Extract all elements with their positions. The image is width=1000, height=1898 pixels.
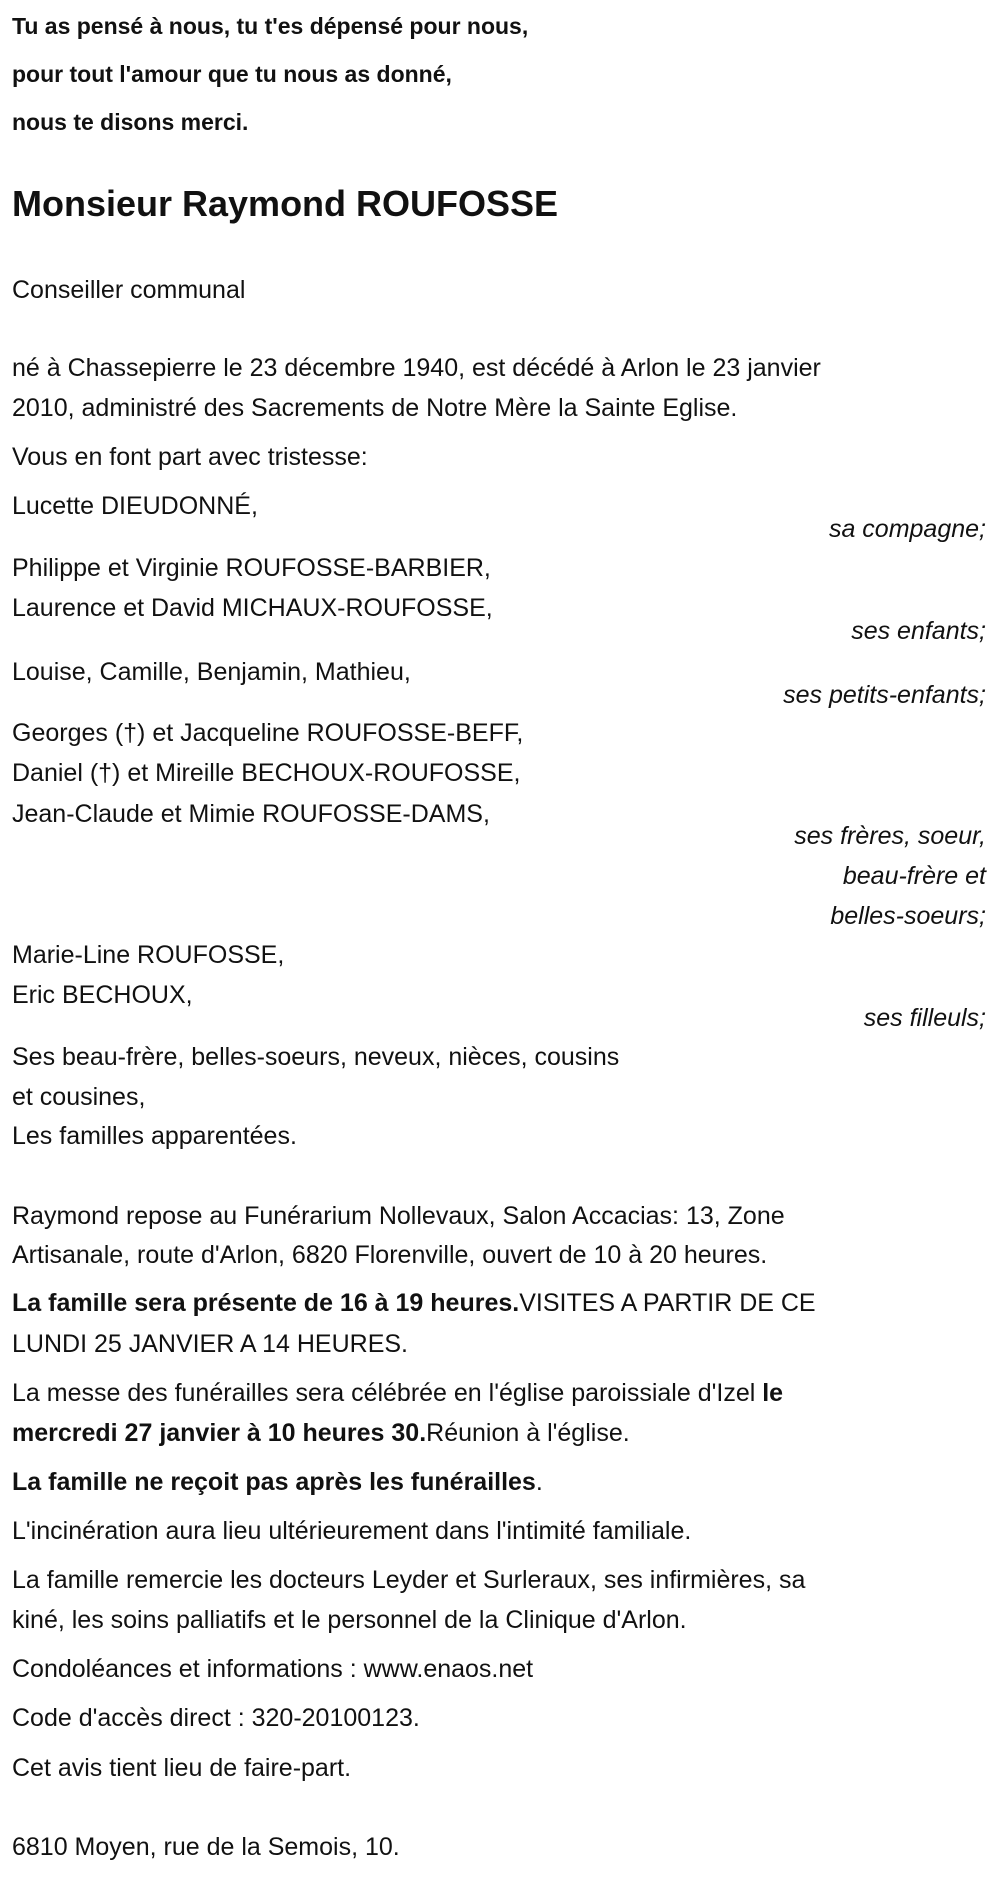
cremation: L'incinération aura lieu ultérieurement dans l'intimité familiale. — [12, 1517, 692, 1545]
mass-bold: le — [762, 1379, 784, 1407]
no-reception-bold: La famille ne reçoit pas après les funérailles — [12, 1468, 536, 1496]
mass-line — [12, 1376, 783, 1410]
no-reception — [12, 1465, 543, 1499]
function: Conseiller communal — [12, 276, 246, 304]
siblings-relation: beau-frère et — [842, 862, 986, 890]
condolences: Condoléances et informations : www.enaos.net — [12, 1655, 534, 1683]
visits-text: VISITES A PARTIR DE CE — [519, 1289, 816, 1317]
grandchildren-names: Louise, Camille, Benjamin, Mathieu, — [12, 658, 411, 686]
godchild-name: Marie-Line ROUFOSSE, — [12, 941, 285, 969]
siblings-relation: ses frères, soeur, — [794, 822, 986, 850]
intro-line: pour tout l'amour que tu nous as donné, — [12, 61, 452, 87]
visits-line: LUNDI 25 JANVIER A 14 HEURES. — [12, 1330, 408, 1358]
intro-line: Tu as pensé à nous, tu t'es dépensé pour nous, — [12, 13, 529, 39]
mass-meeting: Réunion à l'église. — [426, 1419, 630, 1447]
visits-line — [12, 1286, 816, 1320]
child-name: Laurence et David MICHAUX-ROUFOSSE, — [12, 594, 493, 622]
siblings-relation: belles-soeurs; — [830, 902, 986, 930]
others-line: Les familles apparentées. — [12, 1122, 297, 1150]
sibling-name: Daniel (†) et Mireille BECHOUX-ROUFOSSE, — [12, 759, 521, 787]
page-title: Monsieur Raymond ROUFOSSE — [12, 183, 559, 224]
mass-date: mercredi 27 janvier à 10 heures 30. — [12, 1419, 427, 1447]
others-line: Ses beau-frère, belles-soeurs, neveux, nièces, cousins — [12, 1043, 620, 1071]
mass-text: La messe des funérailles sera célébrée en l'église paroissiale d'Izel — [12, 1379, 763, 1407]
announce: Vous en font part avec tristesse: — [12, 443, 368, 471]
address: 6810 Moyen, rue de la Semois, 10. — [12, 1833, 400, 1861]
children-relation: ses enfants; — [851, 617, 986, 645]
access-code: Code d'accès direct : 320-20100123. — [12, 1704, 420, 1732]
birth-line: né à Chassepierre le 23 décembre 1940, est décédé à Arlon le 23 janvier — [12, 354, 821, 382]
partner-relation: sa compagne; — [828, 515, 986, 543]
notice: Cet avis tient lieu de faire-part. — [12, 1754, 352, 1782]
visits-bold: La famille sera présente de 16 à 19 heures. — [12, 1289, 520, 1317]
rest-line: Artisanale, route d'Arlon, 6820 Florenville, ouvert de 10 à 20 heures. — [12, 1241, 768, 1269]
birth-line: 2010, administré des Sacrements de Notre Mère la Sainte Eglise. — [12, 394, 738, 422]
no-reception-end: . — [535, 1468, 543, 1496]
intro-line: nous te disons merci. — [12, 109, 249, 135]
thanks-line: kiné, les soins palliatifs et le personnel de la Clinique d'Arlon. — [12, 1606, 687, 1634]
sibling-name: Jean-Claude et Mimie ROUFOSSE-DAMS, — [12, 800, 490, 828]
sibling-name: Georges (†) et Jacqueline ROUFOSSE-BEFF, — [12, 719, 524, 747]
partner-name: Lucette DIEUDONNÉ, — [12, 492, 258, 520]
mass-line — [12, 1416, 630, 1450]
grandchildren-relation: ses petits-enfants; — [783, 681, 986, 709]
others-line: et cousines, — [12, 1083, 146, 1111]
rest-line: Raymond repose au Funérarium Nollevaux, Salon Accacias: 13, Zone — [12, 1202, 785, 1230]
godchildren-relation: ses filleuls; — [863, 1004, 986, 1032]
thanks-line: La famille remercie les docteurs Leyder et Surleraux, ses infirmières, sa — [12, 1566, 806, 1594]
child-name: Philippe et Virginie ROUFOSSE-BARBIER, — [12, 554, 491, 582]
godchild-name: Eric BECHOUX, — [12, 981, 193, 1009]
